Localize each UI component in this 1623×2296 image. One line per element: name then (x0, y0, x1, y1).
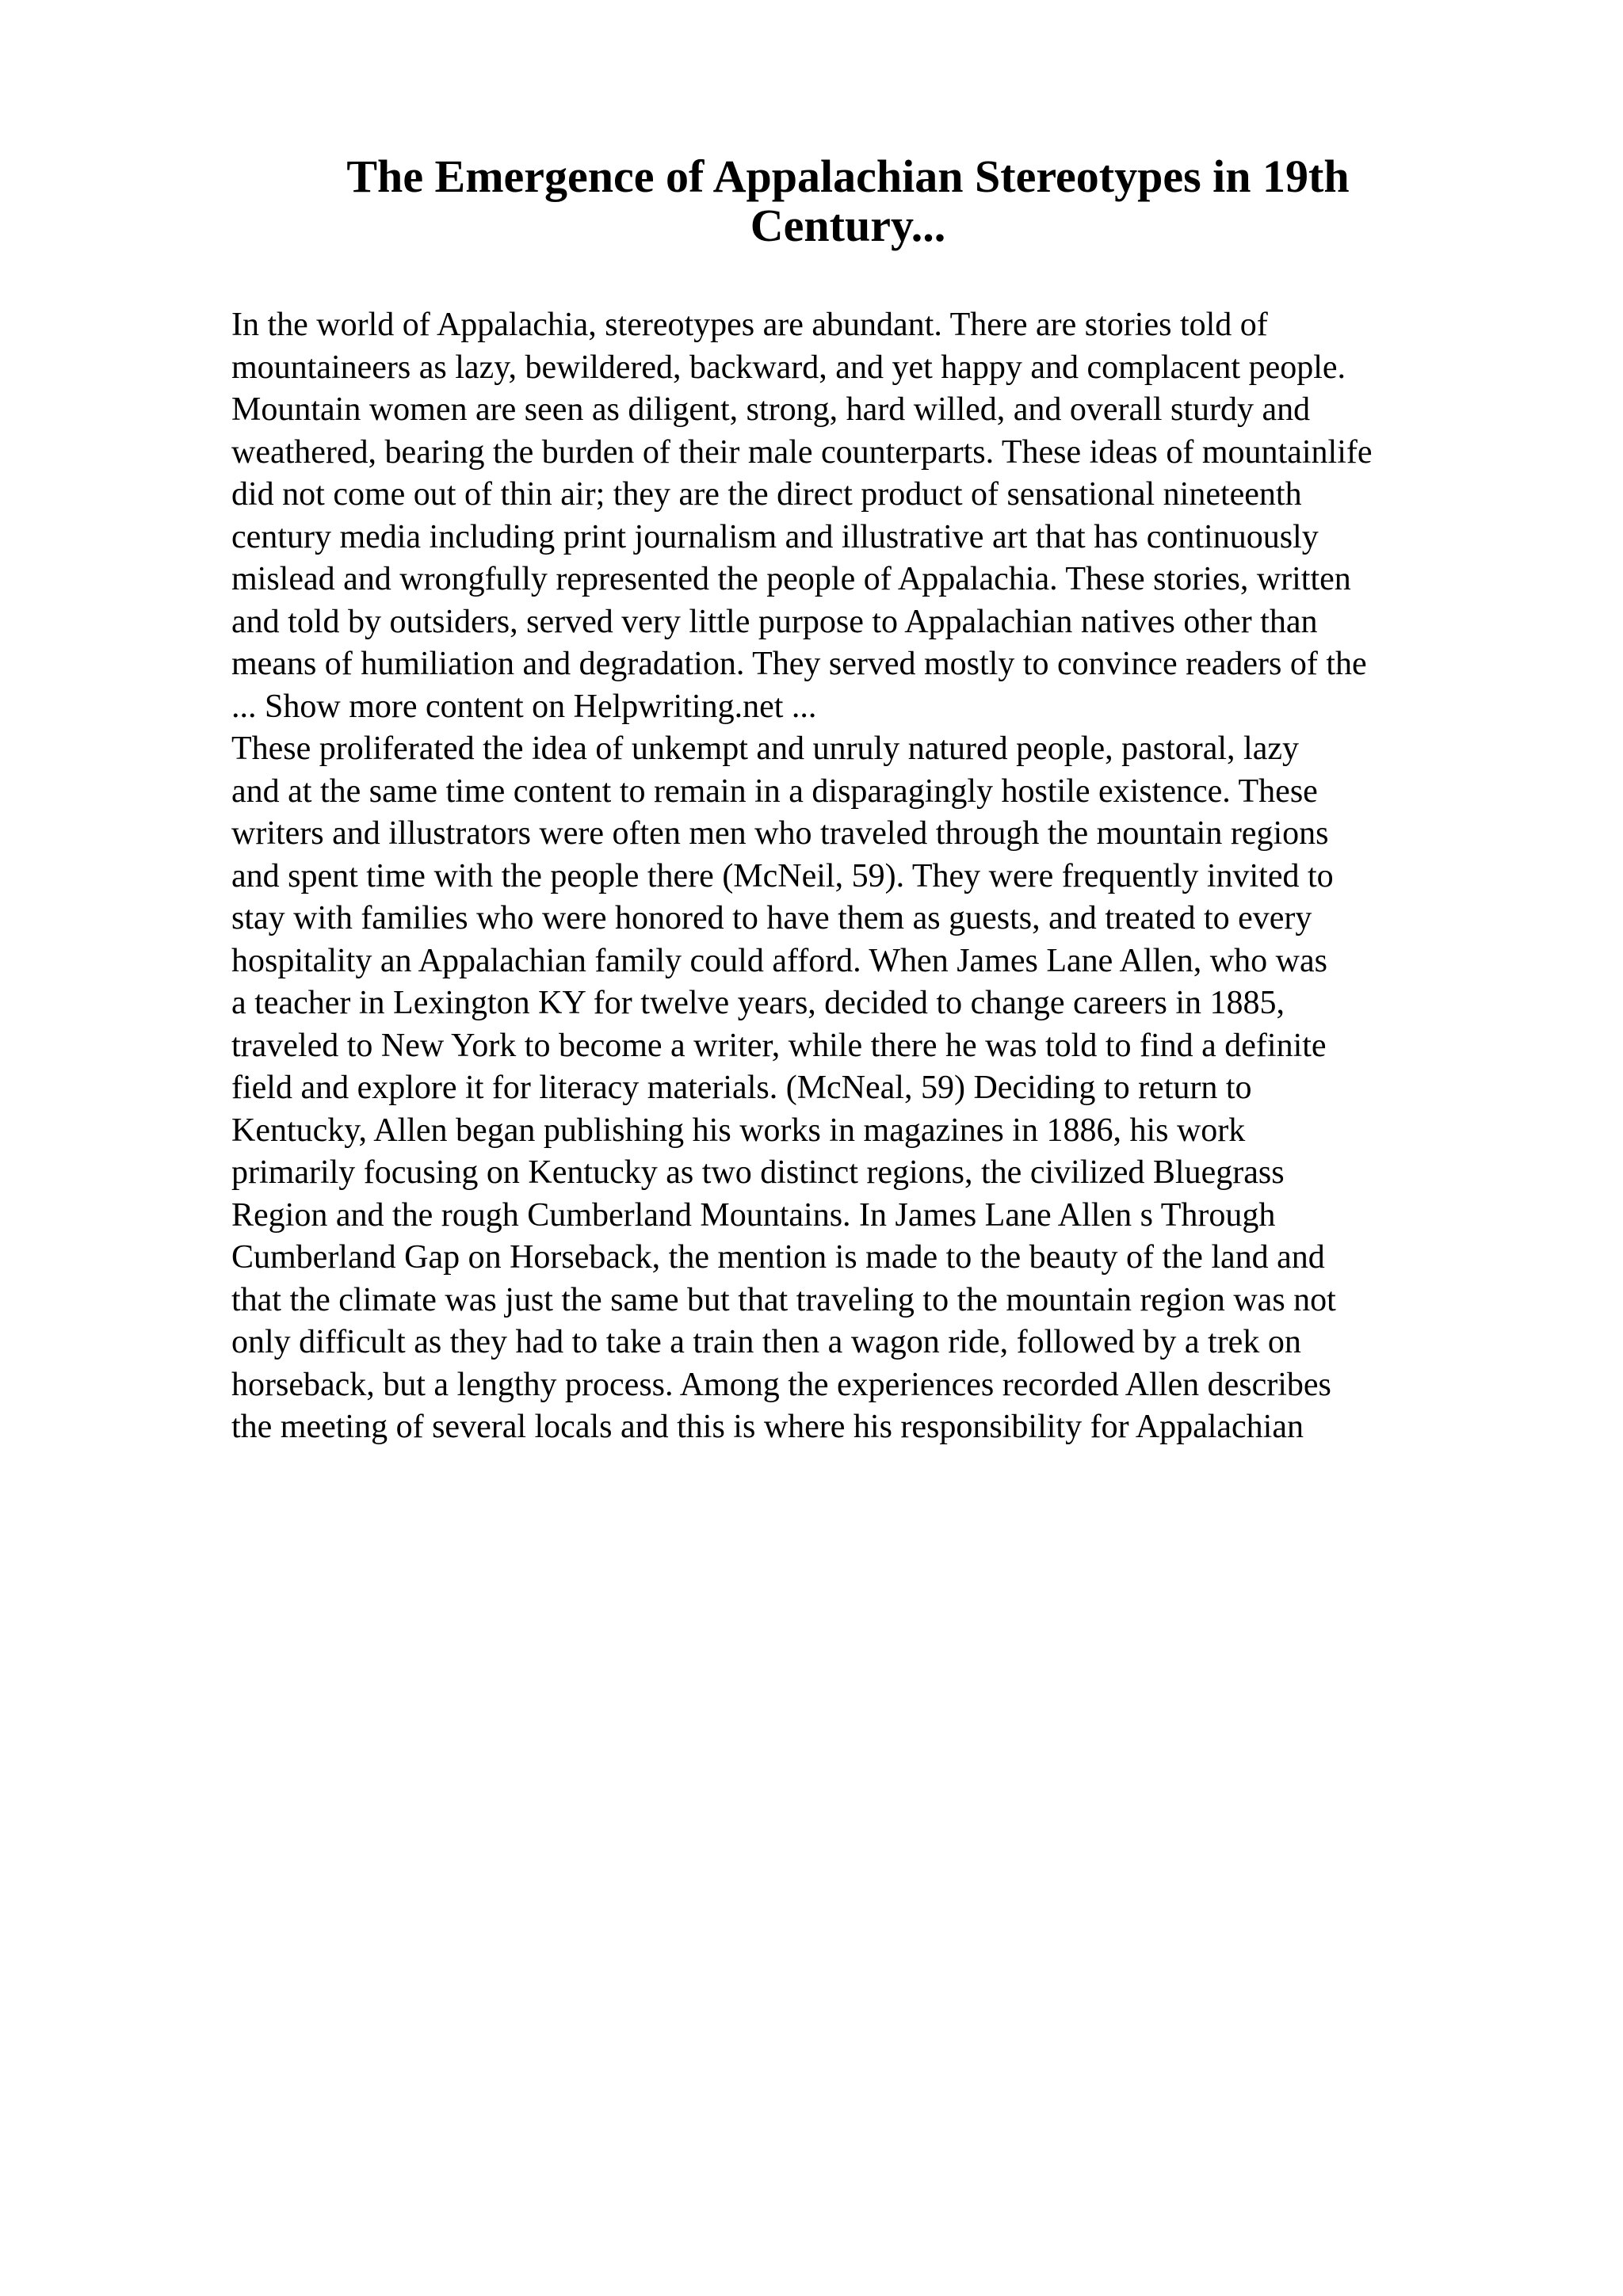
paragraph-line: writers and illustrators were often men who traveled through the mountain regions (231, 815, 1329, 852)
paragraph-line: the meeting of several locals and this is where his responsibility for Appalachian (231, 1409, 1304, 1445)
paragraph-line: horseback, but a lengthy process. Among the experiences recorded Allen describes (231, 1366, 1331, 1403)
paragraph-line: that the climate was just the same but that traveling to the mountain region was not (231, 1281, 1336, 1318)
paragraph-line: traveled to New York to become a writer, while there he was told to find a definite (231, 1027, 1327, 1064)
paragraph-line: Cumberland Gap on Horseback, the mention is made to the beauty of the land and (231, 1239, 1325, 1276)
paragraph-line: Kentucky, Allen began publishing his works in magazines in 1886, his work (231, 1112, 1246, 1149)
paragraph-line: Region and the rough Cumberland Mountains. In James Lane Allen s Through (231, 1196, 1276, 1234)
document-body (231, 304, 1515, 1449)
paragraph-line: did not come out of thin air; they are the direct product of sensational nineteenth (231, 476, 1302, 513)
paragraph-line: mislead and wrongfully represented the people of Appalachia. These stories, written (231, 561, 1351, 597)
paragraph-line: stay with families who were honored to have them as guests, and treated to every (231, 900, 1312, 936)
paragraph-line: Mountain women are seen as diligent, strong, hard willed, and overall sturdy and (231, 391, 1311, 428)
paragraph-line: a teacher in Lexington KY for twelve years, decided to change careers in 1885, (231, 985, 1285, 1021)
paragraph-line: and spent time with the people there (McNeil, 59). They were frequently invited to (231, 857, 1334, 894)
paragraph-line: and at the same time content to remain in a disparagingly hostile existence. These (231, 772, 1318, 810)
paragraph-line: These proliferated the idea of unkempt and unruly natured people, pastoral, lazy (231, 730, 1299, 767)
paragraph-line: primarily focusing on Kentucky as two distinct regions, the civilized Bluegrass (231, 1154, 1285, 1191)
paragraph-1 (231, 304, 1515, 686)
paragraph-line: only difficult as they had to take a train then a wagon ride, followed by a trek on (231, 1324, 1301, 1360)
document-title: The Emergence of Appalachian Stereotypes in 19th Century... (346, 151, 1350, 251)
paragraph-line: means of humiliation and degradation. They served mostly to convince readers of the (231, 646, 1367, 682)
paragraph-line: In the world of Appalachia, stereotypes are abundant. There are stories told of (231, 307, 1268, 343)
paragraph-line: weathered, bearing the burden of their male counterparts. These ideas of mountainlife (231, 433, 1373, 471)
paragraph-line: mountaineers as lazy, bewildered, backward, and yet happy and complacent people. (231, 349, 1346, 386)
show-more-text: ... Show more content on Helpwriting.net ... (231, 688, 817, 725)
paragraph-line: century media including print journalism and illustrative art that has continuously (231, 518, 1319, 555)
paragraph-line: and told by outsiders, served very little purpose to Appalachian natives other than (231, 603, 1318, 640)
paragraph-line: hospitality an Appalachian family could afford. When James Lane Allen, who was (231, 942, 1327, 979)
paragraph-2 (231, 728, 1515, 1449)
paragraph-line: field and explore it for literacy materials. (McNeal, 59) Deciding to return to (231, 1070, 1252, 1106)
